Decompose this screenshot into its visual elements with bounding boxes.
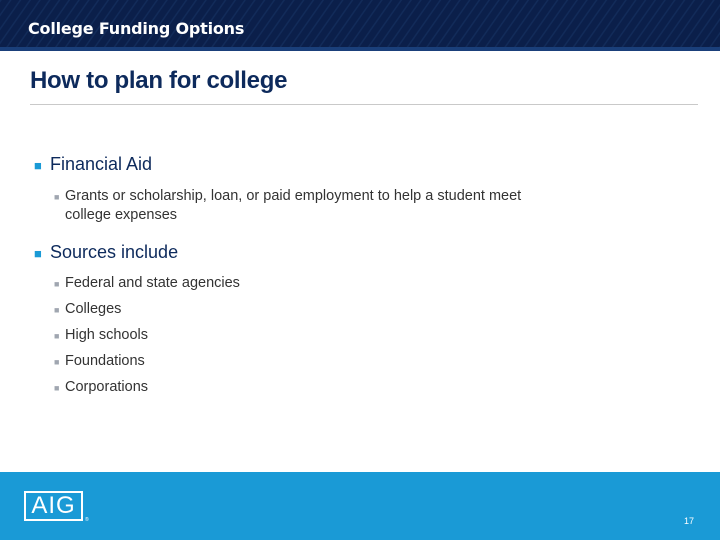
small-square-bullet-icon: ■: [54, 279, 60, 289]
list-item-text: Foundations: [65, 353, 145, 369]
slide-title: How to plan for college: [30, 67, 288, 94]
list-item: [54, 300, 574, 320]
small-square-bullet-icon: ■: [54, 305, 60, 315]
small-square-bullet-icon: ■: [54, 192, 60, 202]
list-item: [54, 187, 574, 225]
list-item: [54, 326, 574, 346]
list-item: [54, 378, 574, 398]
small-square-bullet-icon: ■: [54, 331, 60, 341]
header-title: College Funding Options: [28, 19, 245, 38]
list-item: [54, 352, 574, 372]
square-bullet-icon: ■: [34, 246, 42, 261]
list-item-text: Corporations: [65, 379, 149, 395]
title-divider: [30, 104, 698, 105]
section-label: Financial Aid: [50, 154, 153, 174]
slide-content: [34, 153, 574, 398]
small-square-bullet-icon: ■: [54, 357, 60, 367]
list-item-text: High schools: [65, 327, 149, 343]
section-label: Sources include: [50, 242, 179, 262]
header-bar: [0, 0, 720, 47]
list-item-text: Colleges: [65, 301, 122, 317]
page-number: 17: [684, 516, 695, 526]
logo-text: AIG: [31, 492, 76, 519]
list-item-text: Federal and state agencies: [65, 275, 240, 291]
list-item: [54, 274, 574, 294]
section-financial-aid: [34, 153, 574, 177]
small-square-bullet-icon: ■: [54, 383, 60, 393]
header-divider: [0, 47, 720, 51]
aig-logo: [24, 491, 83, 521]
section-sources-include: [34, 241, 574, 265]
registered-mark-icon: ®: [85, 517, 89, 523]
square-bullet-icon: ■: [34, 158, 42, 173]
list-item-text: Grants or scholarship, loan, or paid employment to help a student meet college expenses: [65, 188, 522, 223]
footer-bar: [0, 472, 720, 540]
